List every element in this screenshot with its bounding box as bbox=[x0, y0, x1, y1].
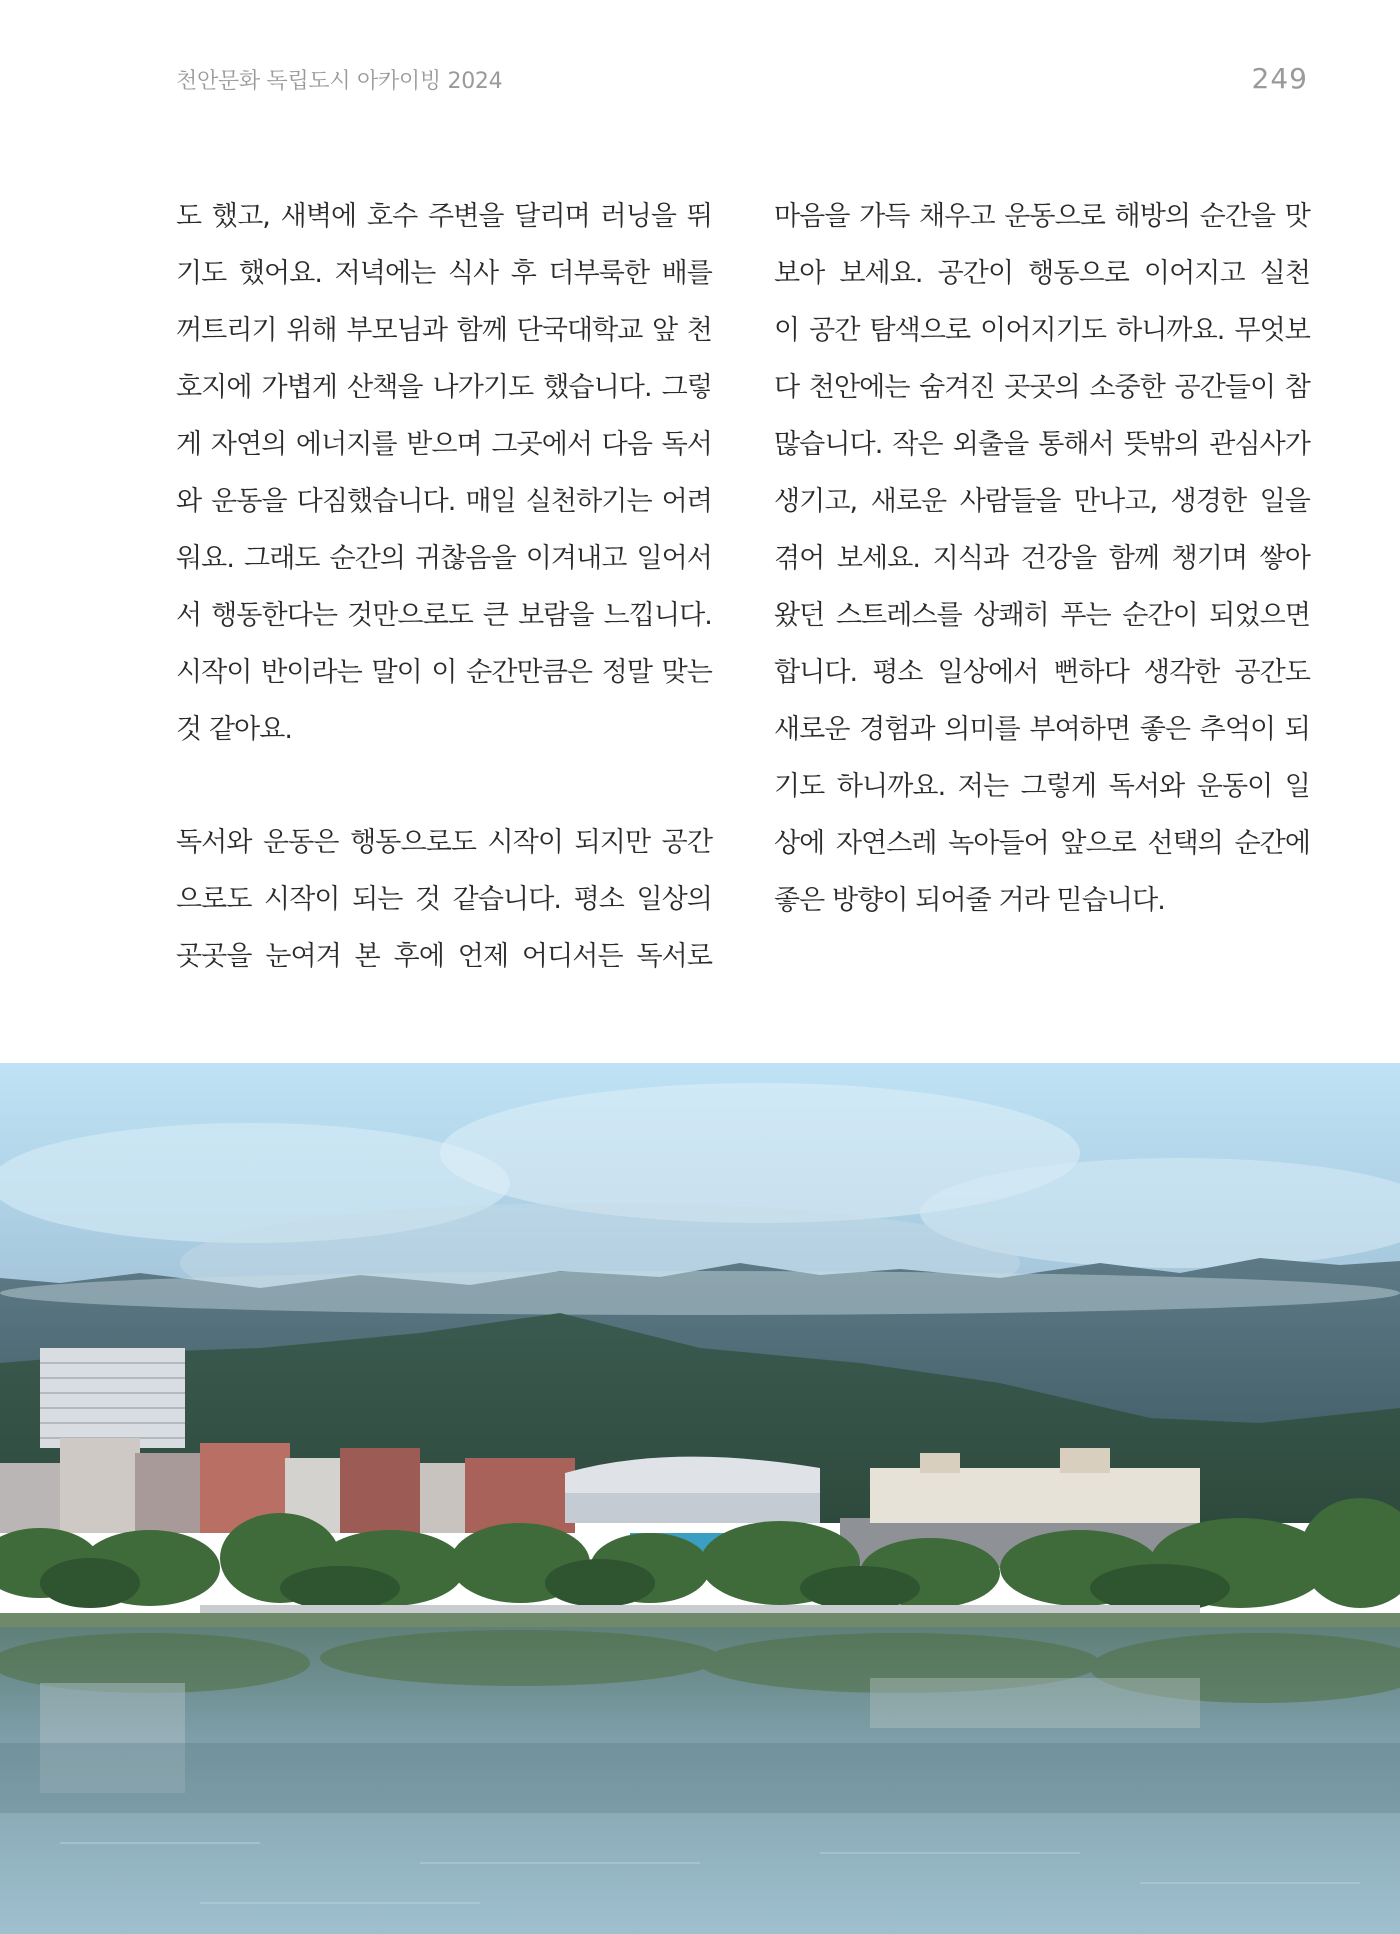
lake-landscape-photo bbox=[0, 1063, 1400, 1934]
shoreline bbox=[0, 1613, 1400, 1627]
left-paragraph-2 bbox=[176, 814, 712, 985]
text-line: 새로운 경험과 의미를 부여하면 좋은 추억이 되 bbox=[774, 714, 1310, 745]
text-line: 와 운동을 다짐했습니다. 매일 실천하기는 어려 bbox=[176, 486, 712, 517]
text-line: 독서와 운동은 행동으로도 시작이 되지만 공간 bbox=[176, 827, 712, 858]
running-header: 천안문화 독립도시 아카이빙 2024 bbox=[176, 69, 503, 94]
text-line: 좋은 방향이 되어줄 거라 믿습니다. bbox=[774, 885, 1165, 916]
text-line: 곳곳을 눈여겨 본 후에 언제 어디서든 독서로 bbox=[176, 941, 712, 972]
text-line: 시작이 반이라는 말이 이 순간만큼은 정말 맞는 bbox=[176, 657, 712, 688]
text-line: 겪어 보세요. 지식과 건강을 함께 챙기며 쌓아 bbox=[774, 543, 1310, 574]
mist bbox=[0, 1271, 1400, 1315]
text-line: 이 공간 탐색으로 이어지기도 하니까요. 무엇보 bbox=[774, 315, 1310, 346]
text-line: 왔던 스트레스를 상쾌히 푸는 순간이 되었으면 bbox=[774, 600, 1310, 631]
right-paragraph-1 bbox=[774, 188, 1310, 929]
text-line: 상에 자연스레 녹아들어 앞으로 선택의 순간에 bbox=[774, 828, 1310, 859]
text-line: 것 같아요. bbox=[176, 714, 293, 745]
text-line: 합니다. 평소 일상에서 뻔하다 생각한 공간도 bbox=[774, 657, 1310, 688]
left-column bbox=[176, 188, 712, 985]
landscape-illustration bbox=[0, 1063, 1400, 1934]
text-line: 서 행동한다는 것만으로도 큰 보람을 느낍니다. bbox=[176, 600, 712, 631]
right-column bbox=[774, 188, 1310, 929]
text-line: 생기고, 새로운 사람들을 만나고, 생경한 일을 bbox=[774, 486, 1310, 517]
left-paragraph-1 bbox=[176, 188, 712, 758]
text-line: 워요. 그래도 순간의 귀찮음을 이겨내고 일어서 bbox=[176, 543, 712, 574]
text-line: 마음을 가득 채우고 운동으로 해방의 순간을 맛 bbox=[774, 201, 1310, 232]
page-number: 249 bbox=[1251, 62, 1308, 95]
text-line: 기도 하니까요. 저는 그렇게 독서와 운동이 일 bbox=[774, 771, 1310, 802]
shore-railing bbox=[200, 1605, 1200, 1613]
text-line: 많습니다. 작은 외출을 통해서 뜻밖의 관심사가 bbox=[774, 429, 1310, 460]
text-line: 호지에 가볍게 산책을 나가기도 했습니다. 그렇 bbox=[176, 372, 712, 403]
text-line: 보아 보세요. 공간이 행동으로 이어지고 실천 bbox=[774, 258, 1310, 289]
paragraph-gap bbox=[176, 758, 712, 814]
text-line: 도 했고, 새벽에 호수 주변을 달리며 러닝을 뛰 bbox=[176, 201, 712, 232]
text-line: 게 자연의 에너지를 받으며 그곳에서 다음 독서 bbox=[176, 429, 712, 460]
text-line: 다 천안에는 숨겨진 곳곳의 소중한 공간들이 참 bbox=[774, 372, 1310, 403]
text-line: 꺼트리기 위해 부모님과 함께 단국대학교 앞 천 bbox=[176, 315, 712, 346]
text-line: 기도 했어요. 저녁에는 식사 후 더부룩한 배를 bbox=[176, 258, 712, 289]
text-line: 으로도 시작이 되는 것 같습니다. 평소 일상의 bbox=[176, 884, 712, 915]
